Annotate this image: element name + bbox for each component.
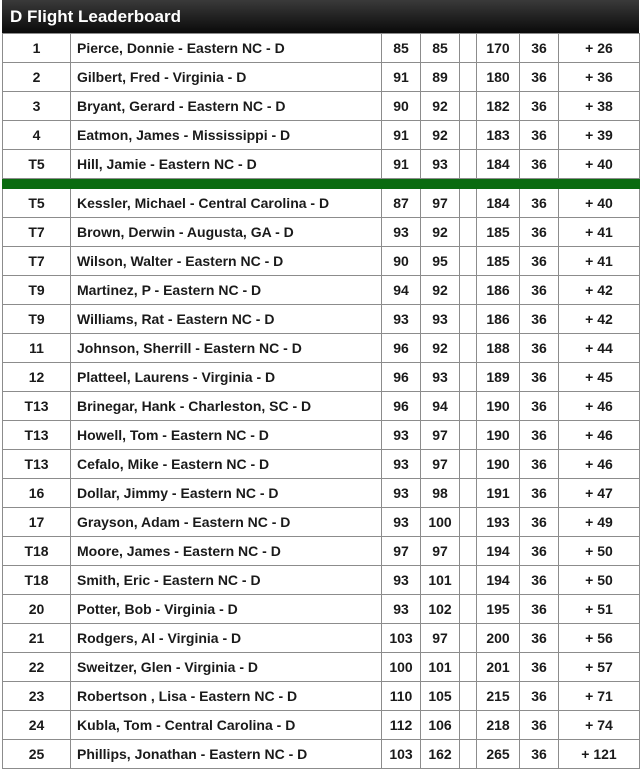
total-cell: 182 xyxy=(477,92,520,121)
table-row xyxy=(3,682,640,711)
position-cell: T7 xyxy=(3,218,71,247)
cut-line-divider xyxy=(3,179,640,189)
blank-cell xyxy=(460,189,477,218)
player-name-cell: Johnson, Sherrill - Eastern NC - D xyxy=(71,334,382,363)
player-name-cell: Martinez, P - Eastern NC - D xyxy=(71,276,382,305)
to-par-cell: + 51 xyxy=(559,595,640,624)
round-1-cell: 91 xyxy=(382,150,421,179)
player-name-cell: Robertson , Lisa - Eastern NC - D xyxy=(71,682,382,711)
round-2-cell: 97 xyxy=(421,421,460,450)
position-cell: 3 xyxy=(3,92,71,121)
player-name-cell: Brinegar, Hank - Charleston, SC - D xyxy=(71,392,382,421)
holes-cell: 36 xyxy=(520,189,559,218)
blank-cell xyxy=(460,218,477,247)
to-par-cell: + 46 xyxy=(559,392,640,421)
round-1-cell: 94 xyxy=(382,276,421,305)
round-1-cell: 91 xyxy=(382,121,421,150)
position-cell: T13 xyxy=(3,421,71,450)
round-2-cell: 102 xyxy=(421,595,460,624)
round-1-cell: 103 xyxy=(382,740,421,769)
round-1-cell: 93 xyxy=(382,508,421,537)
player-name-cell: Brown, Derwin - Augusta, GA - D xyxy=(71,218,382,247)
table-row xyxy=(3,740,640,769)
round-2-cell: 92 xyxy=(421,218,460,247)
to-par-cell: + 26 xyxy=(559,34,640,63)
player-name-cell: Kessler, Michael - Central Carolina - D xyxy=(71,189,382,218)
total-cell: 183 xyxy=(477,121,520,150)
to-par-cell: + 49 xyxy=(559,508,640,537)
to-par-cell: + 47 xyxy=(559,479,640,508)
player-name-cell: Phillips, Jonathan - Eastern NC - D xyxy=(71,740,382,769)
total-cell: 218 xyxy=(477,711,520,740)
to-par-cell: + 41 xyxy=(559,218,640,247)
holes-cell: 36 xyxy=(520,392,559,421)
to-par-cell: + 44 xyxy=(559,334,640,363)
total-cell: 185 xyxy=(477,218,520,247)
round-1-cell: 91 xyxy=(382,63,421,92)
round-1-cell: 85 xyxy=(382,34,421,63)
round-1-cell: 93 xyxy=(382,218,421,247)
blank-cell xyxy=(460,276,477,305)
table-row xyxy=(3,305,640,334)
player-name-cell: Grayson, Adam - Eastern NC - D xyxy=(71,508,382,537)
total-cell: 194 xyxy=(477,537,520,566)
holes-cell: 36 xyxy=(520,92,559,121)
player-name-cell: Bryant, Gerard - Eastern NC - D xyxy=(71,92,382,121)
to-par-cell: + 71 xyxy=(559,682,640,711)
round-2-cell: 162 xyxy=(421,740,460,769)
position-cell: 22 xyxy=(3,653,71,682)
blank-cell xyxy=(460,682,477,711)
position-cell: T18 xyxy=(3,566,71,595)
round-2-cell: 89 xyxy=(421,63,460,92)
round-2-cell: 94 xyxy=(421,392,460,421)
table-row xyxy=(3,595,640,624)
to-par-cell: + 50 xyxy=(559,537,640,566)
round-2-cell: 93 xyxy=(421,150,460,179)
holes-cell: 36 xyxy=(520,450,559,479)
round-2-cell: 97 xyxy=(421,624,460,653)
total-cell: 215 xyxy=(477,682,520,711)
blank-cell xyxy=(460,740,477,769)
total-cell: 190 xyxy=(477,392,520,421)
table-row xyxy=(3,450,640,479)
position-cell: 20 xyxy=(3,595,71,624)
round-1-cell: 97 xyxy=(382,537,421,566)
to-par-cell: + 121 xyxy=(559,740,640,769)
holes-cell: 36 xyxy=(520,421,559,450)
position-cell: 23 xyxy=(3,682,71,711)
round-1-cell: 90 xyxy=(382,247,421,276)
to-par-cell: + 74 xyxy=(559,711,640,740)
leaderboard-title: D Flight Leaderboard xyxy=(2,0,639,33)
round-1-cell: 93 xyxy=(382,479,421,508)
player-name-cell: Williams, Rat - Eastern NC - D xyxy=(71,305,382,334)
total-cell: 186 xyxy=(477,305,520,334)
table-row xyxy=(3,276,640,305)
cut-line xyxy=(3,179,640,189)
blank-cell xyxy=(460,121,477,150)
to-par-cell: + 42 xyxy=(559,276,640,305)
round-1-cell: 110 xyxy=(382,682,421,711)
player-name-cell: Cefalo, Mike - Eastern NC - D xyxy=(71,450,382,479)
position-cell: T9 xyxy=(3,305,71,334)
blank-cell xyxy=(460,450,477,479)
holes-cell: 36 xyxy=(520,63,559,92)
to-par-cell: + 41 xyxy=(559,247,640,276)
player-name-cell: Dollar, Jimmy - Eastern NC - D xyxy=(71,479,382,508)
to-par-cell: + 42 xyxy=(559,305,640,334)
player-name-cell: Howell, Tom - Eastern NC - D xyxy=(71,421,382,450)
total-cell: 200 xyxy=(477,624,520,653)
blank-cell xyxy=(460,421,477,450)
holes-cell: 36 xyxy=(520,150,559,179)
holes-cell: 36 xyxy=(520,218,559,247)
round-2-cell: 101 xyxy=(421,653,460,682)
total-cell: 201 xyxy=(477,653,520,682)
holes-cell: 36 xyxy=(520,363,559,392)
leaderboard-table xyxy=(2,33,640,769)
holes-cell: 36 xyxy=(520,682,559,711)
round-1-cell: 96 xyxy=(382,334,421,363)
table-row xyxy=(3,508,640,537)
to-par-cell: + 57 xyxy=(559,653,640,682)
position-cell: T5 xyxy=(3,189,71,218)
blank-cell xyxy=(460,34,477,63)
holes-cell: 36 xyxy=(520,305,559,334)
player-name-cell: Gilbert, Fred - Virginia - D xyxy=(71,63,382,92)
total-cell: 195 xyxy=(477,595,520,624)
blank-cell xyxy=(460,247,477,276)
position-cell: 16 xyxy=(3,479,71,508)
round-2-cell: 93 xyxy=(421,363,460,392)
blank-cell xyxy=(460,508,477,537)
to-par-cell: + 40 xyxy=(559,150,640,179)
table-row xyxy=(3,92,640,121)
to-par-cell: + 45 xyxy=(559,363,640,392)
table-row xyxy=(3,392,640,421)
position-cell: 21 xyxy=(3,624,71,653)
table-row xyxy=(3,566,640,595)
table-row xyxy=(3,189,640,218)
table-row xyxy=(3,247,640,276)
table-row xyxy=(3,334,640,363)
to-par-cell: + 39 xyxy=(559,121,640,150)
player-name-cell: Moore, James - Eastern NC - D xyxy=(71,537,382,566)
holes-cell: 36 xyxy=(520,566,559,595)
to-par-cell: + 46 xyxy=(559,450,640,479)
total-cell: 191 xyxy=(477,479,520,508)
holes-cell: 36 xyxy=(520,711,559,740)
player-name-cell: Eatmon, James - Mississippi - D xyxy=(71,121,382,150)
to-par-cell: + 38 xyxy=(559,92,640,121)
blank-cell xyxy=(460,595,477,624)
position-cell: T18 xyxy=(3,537,71,566)
blank-cell xyxy=(460,711,477,740)
blank-cell xyxy=(460,479,477,508)
position-cell: T13 xyxy=(3,392,71,421)
round-1-cell: 93 xyxy=(382,566,421,595)
table-row xyxy=(3,624,640,653)
blank-cell xyxy=(460,392,477,421)
total-cell: 188 xyxy=(477,334,520,363)
round-2-cell: 95 xyxy=(421,247,460,276)
player-name-cell: Rodgers, Al - Virginia - D xyxy=(71,624,382,653)
player-name-cell: Potter, Bob - Virginia - D xyxy=(71,595,382,624)
round-2-cell: 106 xyxy=(421,711,460,740)
blank-cell xyxy=(460,150,477,179)
round-1-cell: 112 xyxy=(382,711,421,740)
round-1-cell: 96 xyxy=(382,392,421,421)
player-name-cell: Smith, Eric - Eastern NC - D xyxy=(71,566,382,595)
table-row xyxy=(3,363,640,392)
total-cell: 194 xyxy=(477,566,520,595)
total-cell: 265 xyxy=(477,740,520,769)
total-cell: 184 xyxy=(477,150,520,179)
table-row xyxy=(3,150,640,179)
holes-cell: 36 xyxy=(520,740,559,769)
round-1-cell: 93 xyxy=(382,595,421,624)
round-2-cell: 85 xyxy=(421,34,460,63)
leaderboard xyxy=(2,0,639,769)
position-cell: T13 xyxy=(3,450,71,479)
total-cell: 193 xyxy=(477,508,520,537)
player-name-cell: Wilson, Walter - Eastern NC - D xyxy=(71,247,382,276)
position-cell: 17 xyxy=(3,508,71,537)
round-2-cell: 100 xyxy=(421,508,460,537)
holes-cell: 36 xyxy=(520,653,559,682)
holes-cell: 36 xyxy=(520,595,559,624)
round-2-cell: 97 xyxy=(421,450,460,479)
round-1-cell: 90 xyxy=(382,92,421,121)
holes-cell: 36 xyxy=(520,334,559,363)
to-par-cell: + 50 xyxy=(559,566,640,595)
round-2-cell: 98 xyxy=(421,479,460,508)
position-cell: T7 xyxy=(3,247,71,276)
position-cell: 25 xyxy=(3,740,71,769)
player-name-cell: Hill, Jamie - Eastern NC - D xyxy=(71,150,382,179)
table-row xyxy=(3,711,640,740)
leaderboard-body xyxy=(3,34,640,769)
blank-cell xyxy=(460,305,477,334)
blank-cell xyxy=(460,334,477,363)
round-2-cell: 97 xyxy=(421,189,460,218)
total-cell: 170 xyxy=(477,34,520,63)
to-par-cell: + 36 xyxy=(559,63,640,92)
round-1-cell: 93 xyxy=(382,421,421,450)
round-1-cell: 93 xyxy=(382,450,421,479)
round-2-cell: 92 xyxy=(421,121,460,150)
total-cell: 185 xyxy=(477,247,520,276)
blank-cell xyxy=(460,63,477,92)
holes-cell: 36 xyxy=(520,247,559,276)
blank-cell xyxy=(460,363,477,392)
holes-cell: 36 xyxy=(520,479,559,508)
blank-cell xyxy=(460,566,477,595)
round-2-cell: 92 xyxy=(421,92,460,121)
round-2-cell: 101 xyxy=(421,566,460,595)
total-cell: 190 xyxy=(477,450,520,479)
player-name-cell: Sweitzer, Glen - Virginia - D xyxy=(71,653,382,682)
player-name-cell: Pierce, Donnie - Eastern NC - D xyxy=(71,34,382,63)
position-cell: 24 xyxy=(3,711,71,740)
table-row xyxy=(3,63,640,92)
position-cell: 4 xyxy=(3,121,71,150)
table-row xyxy=(3,537,640,566)
round-2-cell: 93 xyxy=(421,305,460,334)
holes-cell: 36 xyxy=(520,508,559,537)
player-name-cell: Platteel, Laurens - Virginia - D xyxy=(71,363,382,392)
total-cell: 186 xyxy=(477,276,520,305)
total-cell: 190 xyxy=(477,421,520,450)
blank-cell xyxy=(460,653,477,682)
round-1-cell: 87 xyxy=(382,189,421,218)
total-cell: 184 xyxy=(477,189,520,218)
table-row xyxy=(3,121,640,150)
round-2-cell: 92 xyxy=(421,276,460,305)
player-name-cell: Kubla, Tom - Central Carolina - D xyxy=(71,711,382,740)
table-row xyxy=(3,421,640,450)
round-1-cell: 96 xyxy=(382,363,421,392)
total-cell: 180 xyxy=(477,63,520,92)
table-row xyxy=(3,479,640,508)
position-cell: T9 xyxy=(3,276,71,305)
total-cell: 189 xyxy=(477,363,520,392)
position-cell: 2 xyxy=(3,63,71,92)
position-cell: 1 xyxy=(3,34,71,63)
table-row xyxy=(3,653,640,682)
round-2-cell: 105 xyxy=(421,682,460,711)
to-par-cell: + 56 xyxy=(559,624,640,653)
position-cell: T5 xyxy=(3,150,71,179)
round-1-cell: 103 xyxy=(382,624,421,653)
holes-cell: 36 xyxy=(520,537,559,566)
blank-cell xyxy=(460,92,477,121)
table-row xyxy=(3,34,640,63)
holes-cell: 36 xyxy=(520,34,559,63)
to-par-cell: + 40 xyxy=(559,189,640,218)
position-cell: 12 xyxy=(3,363,71,392)
holes-cell: 36 xyxy=(520,121,559,150)
round-2-cell: 97 xyxy=(421,537,460,566)
round-2-cell: 92 xyxy=(421,334,460,363)
round-1-cell: 100 xyxy=(382,653,421,682)
blank-cell xyxy=(460,537,477,566)
to-par-cell: + 46 xyxy=(559,421,640,450)
round-1-cell: 93 xyxy=(382,305,421,334)
holes-cell: 36 xyxy=(520,276,559,305)
holes-cell: 36 xyxy=(520,624,559,653)
table-row xyxy=(3,218,640,247)
position-cell: 11 xyxy=(3,334,71,363)
blank-cell xyxy=(460,624,477,653)
